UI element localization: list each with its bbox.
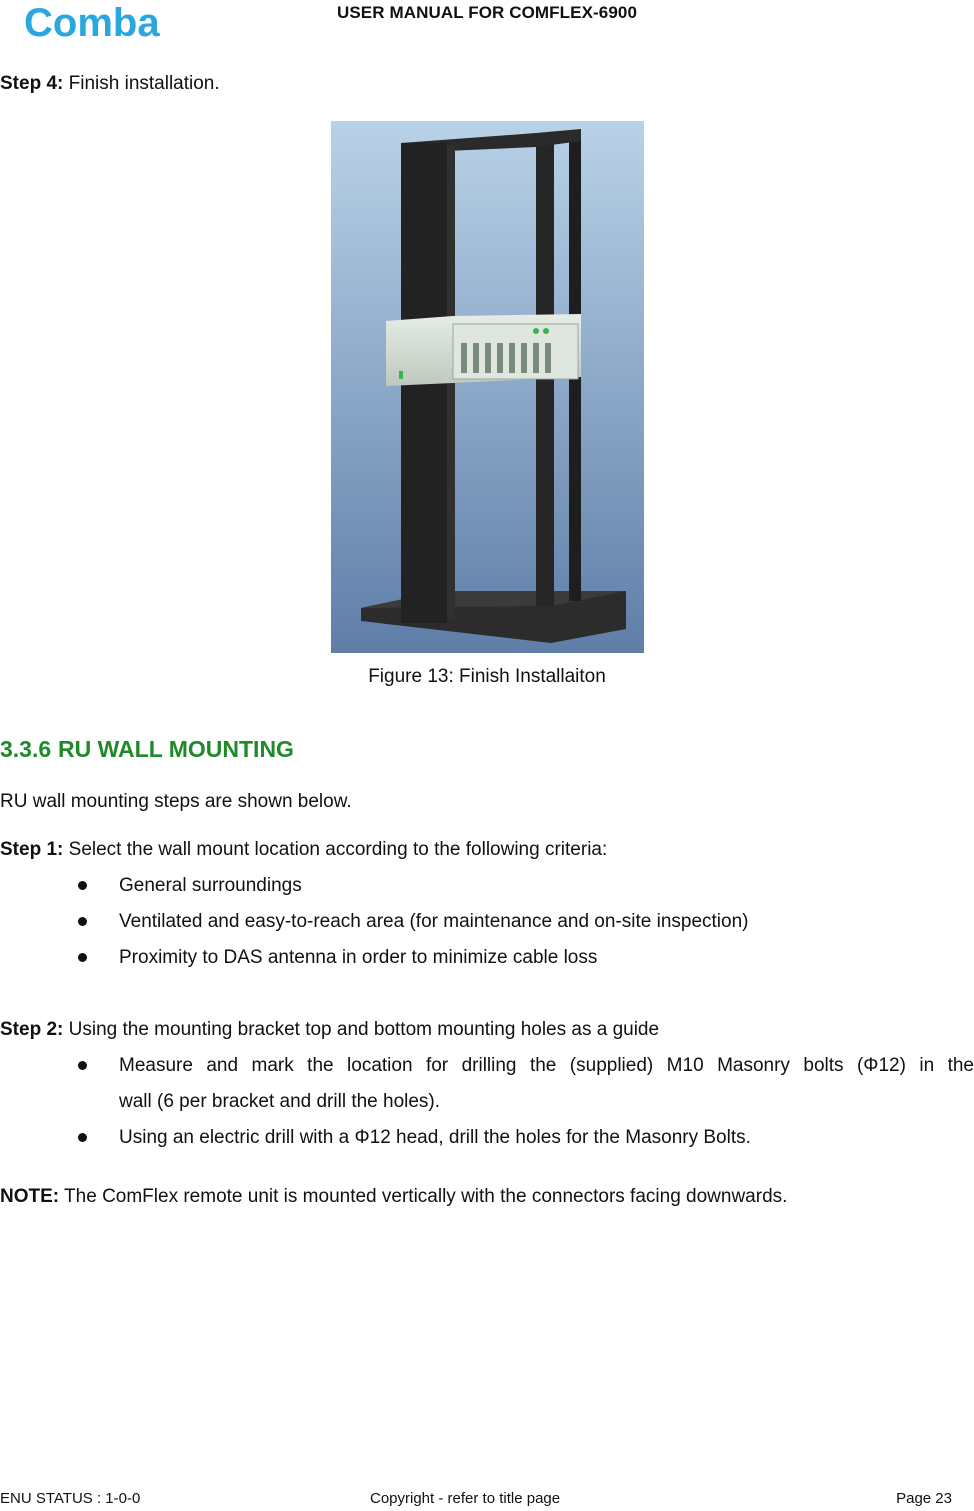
intro-paragraph: RU wall mounting steps are shown below. <box>0 791 352 812</box>
list-item: Measure and mark the location for drilling the (supplied) M10 Masonry bolts (Φ12) in the <box>119 1055 974 1076</box>
section-title: RU WALL MOUNTING <box>58 736 294 762</box>
figure-caption: Figure 13: Finish Installaiton <box>368 666 606 687</box>
step4-paragraph <box>0 72 220 96</box>
note-label: NOTE: <box>0 1186 60 1207</box>
svg-text:Comba: Comba <box>24 2 160 42</box>
footer-copyright: Copyright - refer to title page <box>370 1490 561 1507</box>
rack-installation-image <box>331 121 644 653</box>
step2-text: Using the mounting bracket top and bottom mounting holes as a guide <box>68 1019 660 1040</box>
list-item: General surroundings <box>119 875 302 896</box>
section-heading <box>0 736 294 763</box>
bullet-icon <box>78 1061 87 1070</box>
note-text: The ComFlex remote unit is mounted vertically with the connectors facing downwards. <box>64 1186 788 1207</box>
bullet-icon <box>78 917 87 926</box>
footer-status: ENU STATUS : 1-0-0 <box>0 1490 141 1507</box>
step1-paragraph <box>0 838 607 862</box>
list-item-continuation: wall (6 per bracket and drill the holes). <box>119 1091 441 1112</box>
step1-text: Select the wall mount location according to the following criteria: <box>68 839 608 860</box>
list-item: Using an electric drill with a Φ12 head, drill the holes for the Masonry Bolts. <box>119 1127 751 1148</box>
step2-paragraph <box>0 1018 659 1042</box>
note-paragraph <box>0 1185 787 1209</box>
step4-label: Step 4: <box>0 73 64 94</box>
list-item: Proximity to DAS antenna in order to minimize cable loss <box>119 947 598 968</box>
document-title: USER MANUAL FOR COMFLEX-6900 <box>336 3 638 22</box>
bullet-icon <box>78 881 87 890</box>
footer-page-number: Page 23 <box>896 1490 952 1507</box>
step2-label: Step 2: <box>0 1019 64 1040</box>
list-item: Ventilated and easy-to-reach area (for maintenance and on-site inspection) <box>119 911 749 932</box>
step1-label: Step 1: <box>0 839 64 860</box>
section-number: 3.3.6 <box>0 736 52 762</box>
step4-text: Finish installation. <box>68 73 220 94</box>
bullet-icon <box>78 953 87 962</box>
bullet-icon <box>78 1133 87 1142</box>
